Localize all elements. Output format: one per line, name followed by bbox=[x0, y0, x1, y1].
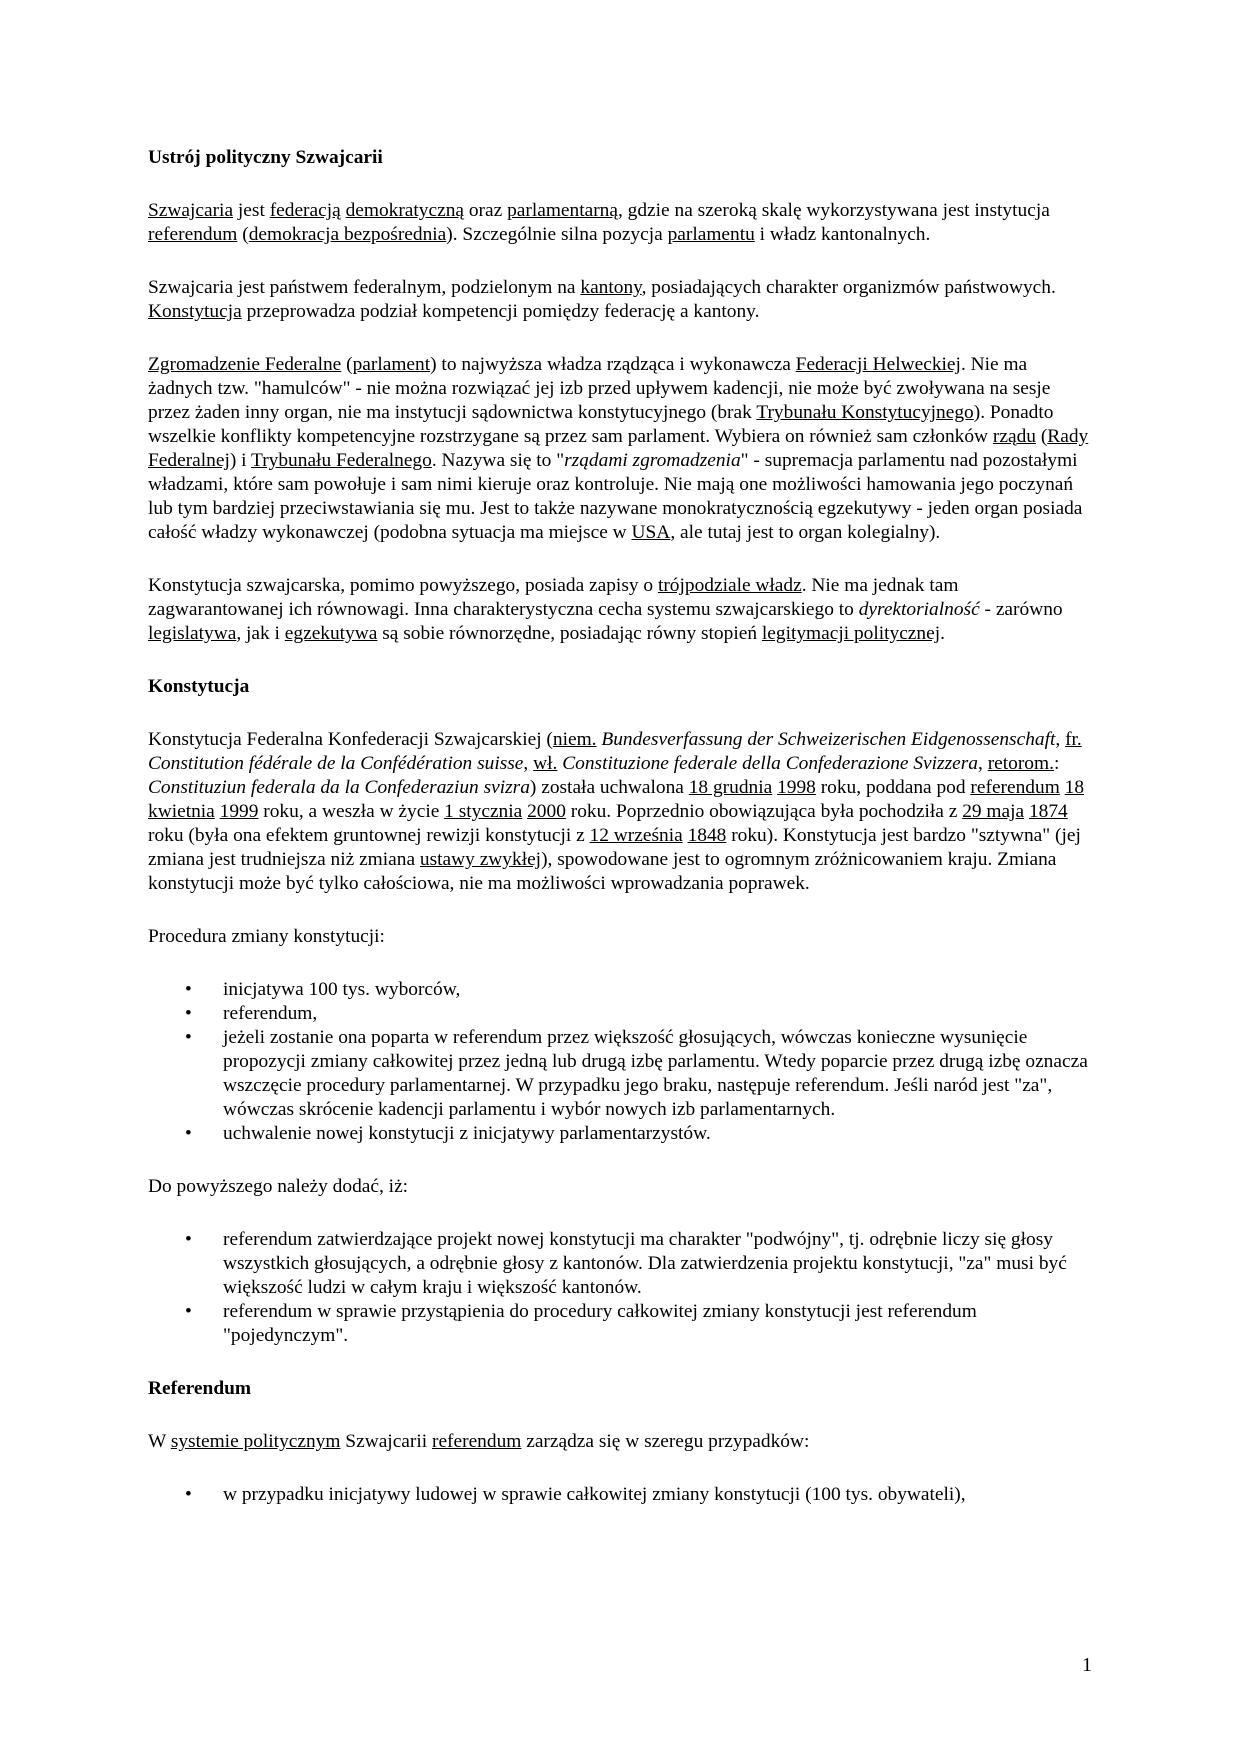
section-heading-referendum: Referendum bbox=[148, 1378, 252, 1399]
addition-list bbox=[148, 1228, 1094, 1348]
bullet-icon: • bbox=[185, 1027, 192, 1048]
list-item: • referendum zatwierdzające projekt nowej konstytucji ma charakter "podwójny", tj. odrębnie liczy się głosy wszystkich głosujących, a odrębnie głosy z kantonów. Dla zatwierdzenia projektu konstytucji, "za" musi być większość ludzi w całym kraju i większość kantonów. bbox=[185, 1229, 1067, 1298]
intro-paragraph-2: Szwajcaria jest państwem federalnym, podzielonym na kantony, posiadających charakter organizmów państwowych. Konstytucja przeprowadza podział kompetencji pomiędzy federację a kantony. bbox=[148, 277, 1056, 322]
bullet-icon: • bbox=[185, 1301, 192, 1322]
link-usa[interactable]: USA bbox=[631, 522, 671, 543]
link-1-stycznia[interactable]: 1 stycznia bbox=[444, 801, 523, 822]
link-1848[interactable]: 1848 bbox=[687, 825, 727, 846]
link-retorom[interactable]: retorom. bbox=[987, 753, 1054, 774]
addition-intro: Do powyższego należy dodać, iż: bbox=[148, 1176, 409, 1197]
link-demokratyczna[interactable]: demokratyczną bbox=[345, 200, 465, 221]
link-2000[interactable]: 2000 bbox=[527, 801, 566, 822]
link-parlamentu[interactable]: parlamentu bbox=[667, 224, 755, 245]
bullet-icon: • bbox=[185, 1123, 192, 1144]
link-12-wrzesnia[interactable]: 12 września bbox=[589, 825, 683, 846]
referendum-list bbox=[148, 1483, 1094, 1507]
link-niem[interactable]: niem. bbox=[552, 729, 597, 750]
link-29-maja[interactable]: 29 maja bbox=[962, 801, 1025, 822]
link-egzekutywa[interactable]: egzekutywa bbox=[284, 623, 378, 644]
link-trojpodzial-wladz[interactable]: trójpodziale władz bbox=[657, 575, 802, 596]
link-referendum[interactable]: referendum bbox=[148, 224, 238, 245]
list-item: • referendum, bbox=[185, 1003, 318, 1024]
link-ustawy-zwyklej[interactable]: ustawy zwykłej bbox=[419, 849, 542, 870]
link-legitymacji-politycznej[interactable]: legitymacji politycznej bbox=[761, 623, 941, 644]
bullet-icon: • bbox=[185, 1484, 192, 1505]
link-parlamentarna[interactable]: parlamentarną bbox=[507, 200, 618, 221]
link-szwajcaria[interactable]: Szwajcaria bbox=[148, 200, 234, 221]
link-trybunalu-konstytucyjnego[interactable]: Trybunału Konstytucyjnego bbox=[756, 402, 974, 423]
document-page bbox=[148, 146, 1094, 1536]
page-number: 1 bbox=[1082, 1654, 1092, 1676]
list-item: • inicjatywa 100 tys. wyborców, bbox=[185, 979, 461, 1000]
link-1874[interactable]: 1874 bbox=[1028, 801, 1068, 822]
bullet-icon: • bbox=[185, 979, 192, 1000]
konstytucja-paragraph: Konstytucja Federalna Konfederacji Szwajcarskiej (niem. Bundesverfassung der Schweizerischen Eidgenossenschaft, fr. Constitution fédérale de la Confédération suisse, wł. Constituzione federale della Confederazione Svizzera, retorom.: Constituziun federala da la Confederaziun svizra) została uchwalona 18 grudnia 1998 roku, poddana pod referendum 18 kwietnia 1999 roku, a weszła w życie 1 stycznia 2000 roku. Poprzednio obowiązująca była pochodziła z 29 maja 1874 roku (była ona efektem gruntownej rewizji konstytucji z 12 września 1848 roku). Konstytucja jest bardzo "sztywna" (jej zmiana jest trudniejsza niż zmiana ustawy zwykłej), spowodowane jest to ogromnym zróżnicowaniem kraju. Zmiana konstytucji może być tylko całościowa, nie ma możliwości wprowadzania poprawek. bbox=[148, 729, 1085, 894]
link-1998[interactable]: 1998 bbox=[777, 777, 816, 798]
link-legislatywa[interactable]: legislatywa bbox=[148, 623, 237, 644]
page-title: Ustrój polityczny Szwajcarii bbox=[148, 147, 383, 168]
intro-paragraph-3: Zgromadzenie Federalne (parlament) to najwyższa władza rządząca i wykonawcza Federacji Helweckiej. Nie ma żadnych tzw. "hamulców" - nie można rozwiązać jej izb przed upływem kadencji, nie może być zwoływana na sesje przez żaden inny organ, nie ma instytucji sądownictwa konstytucyjnego (brak Trybunału Konstytucyjnego). Ponadto wszelkie konflikty kompetencyjne rozstrzygane są przez sam parlament. Wybiera on również sam członków rządu (Rady Federalnej) i Trybunału Federalnego. Nazywa się to "rządami zgromadzenia" - supremacja parlamentu nad pozostałymi władzami, które sam powołuje i sam nimi kieruje oraz kontroluje. Nie mają one możliwości hamowania jego poczynań lub tym bardziej przeciwstawiania się mu. Jest to także nazywane monokratycznością egzekutywy - jeden organ posiada całość władzy wykonawczej (podobna sytuacja ma miejsce w USA, ale tutaj jest to organ kolegialny). bbox=[148, 354, 1089, 543]
link-1999[interactable]: 1999 bbox=[219, 801, 259, 822]
link-rady-federalnej[interactable]: Rady Federalnej bbox=[148, 426, 1089, 471]
intro-paragraph-1: Szwajcaria jest federacją demokratyczną oraz parlamentarną, gdzie na szeroką skalę wykorzystywana jest instytucja referendum (demokracja bezpośrednia). Szczególnie silna pozycja parlamentu i władz kantonalnych. bbox=[148, 200, 1050, 245]
link-systemie-politycznym[interactable]: systemie politycznym bbox=[170, 1431, 341, 1452]
intro-paragraph-4: Konstytucja szwajcarska, pomimo powyższego, posiada zapisy o trójpodziale władz. Nie ma jednak tam zagwarantowanej ich równowagi. Inna charakterystyczna cecha systemu szwajcarskiego to dyrektorialność - zarówno legislatywa, jak i egzekutywa są sobie równorzędne, posiadając równy stopień legitymacji politycznej. bbox=[148, 575, 1063, 644]
list-item: • uchwalenie nowej konstytucji z inicjatywy parlamentarzystów. bbox=[185, 1123, 711, 1144]
referendum-paragraph: W systemie politycznym Szwajcarii referendum zarządza się w szeregu przypadków: bbox=[148, 1431, 810, 1452]
link-rzadu[interactable]: rządu bbox=[992, 426, 1036, 447]
list-item: • w przypadku inicjatywy ludowej w sprawie całkowitej zmiany konstytucji (100 tys. obywateli), bbox=[185, 1484, 966, 1505]
link-18-kwietnia[interactable]: 18 kwietnia bbox=[148, 777, 1085, 822]
bullet-icon: • bbox=[185, 1003, 192, 1024]
link-18-grudnia[interactable]: 18 grudnia bbox=[688, 777, 773, 798]
link-referendum-2[interactable]: referendum bbox=[970, 777, 1060, 798]
link-zgromadzenie-federalne[interactable]: Zgromadzenie Federalne bbox=[148, 354, 342, 375]
link-konstytucja[interactable]: Konstytucja bbox=[148, 301, 242, 322]
procedure-intro: Procedura zmiany konstytucji: bbox=[148, 926, 385, 947]
procedure-list bbox=[148, 978, 1094, 1146]
link-kantony[interactable]: kantony bbox=[580, 277, 642, 298]
link-federacja[interactable]: federacją bbox=[269, 200, 341, 221]
link-referendum-3[interactable]: referendum bbox=[431, 1431, 522, 1452]
bullet-icon: • bbox=[185, 1229, 192, 1250]
link-federacji-helweckiej[interactable]: Federacji Helweckiej bbox=[795, 354, 961, 375]
section-heading-konstytucja: Konstytucja bbox=[148, 676, 250, 697]
list-item: • referendum w sprawie przystąpienia do procedury całkowitej zmiany konstytucji jest referendum "pojedynczym". bbox=[185, 1301, 977, 1346]
list-item: • jeżeli zostanie ona poparta w referendum przez większość głosujących, wówczas konieczne wysunięcie propozycji zmiany całkowitej przez jedną lub drugą izbę parlamentu. Wtedy poparcie przez drugą izbę oznacza wszczęcie procedury parlamentarnej. W przypadku jego braku, następuje referendum. Jeśli naród jest "za", wówczas skrócenie kadencji parlamentu i wybór nowych izb parlamentarnych. bbox=[185, 1027, 1088, 1120]
link-trybunalu-federalnego[interactable]: Trybunału Federalnego bbox=[251, 450, 432, 471]
link-demokracja-bezposrednia[interactable]: demokracja bezpośrednia bbox=[248, 224, 447, 245]
link-wl[interactable]: wł. bbox=[533, 753, 558, 774]
link-fr[interactable]: fr. bbox=[1065, 729, 1082, 750]
link-parlament[interactable]: parlament bbox=[352, 354, 431, 375]
